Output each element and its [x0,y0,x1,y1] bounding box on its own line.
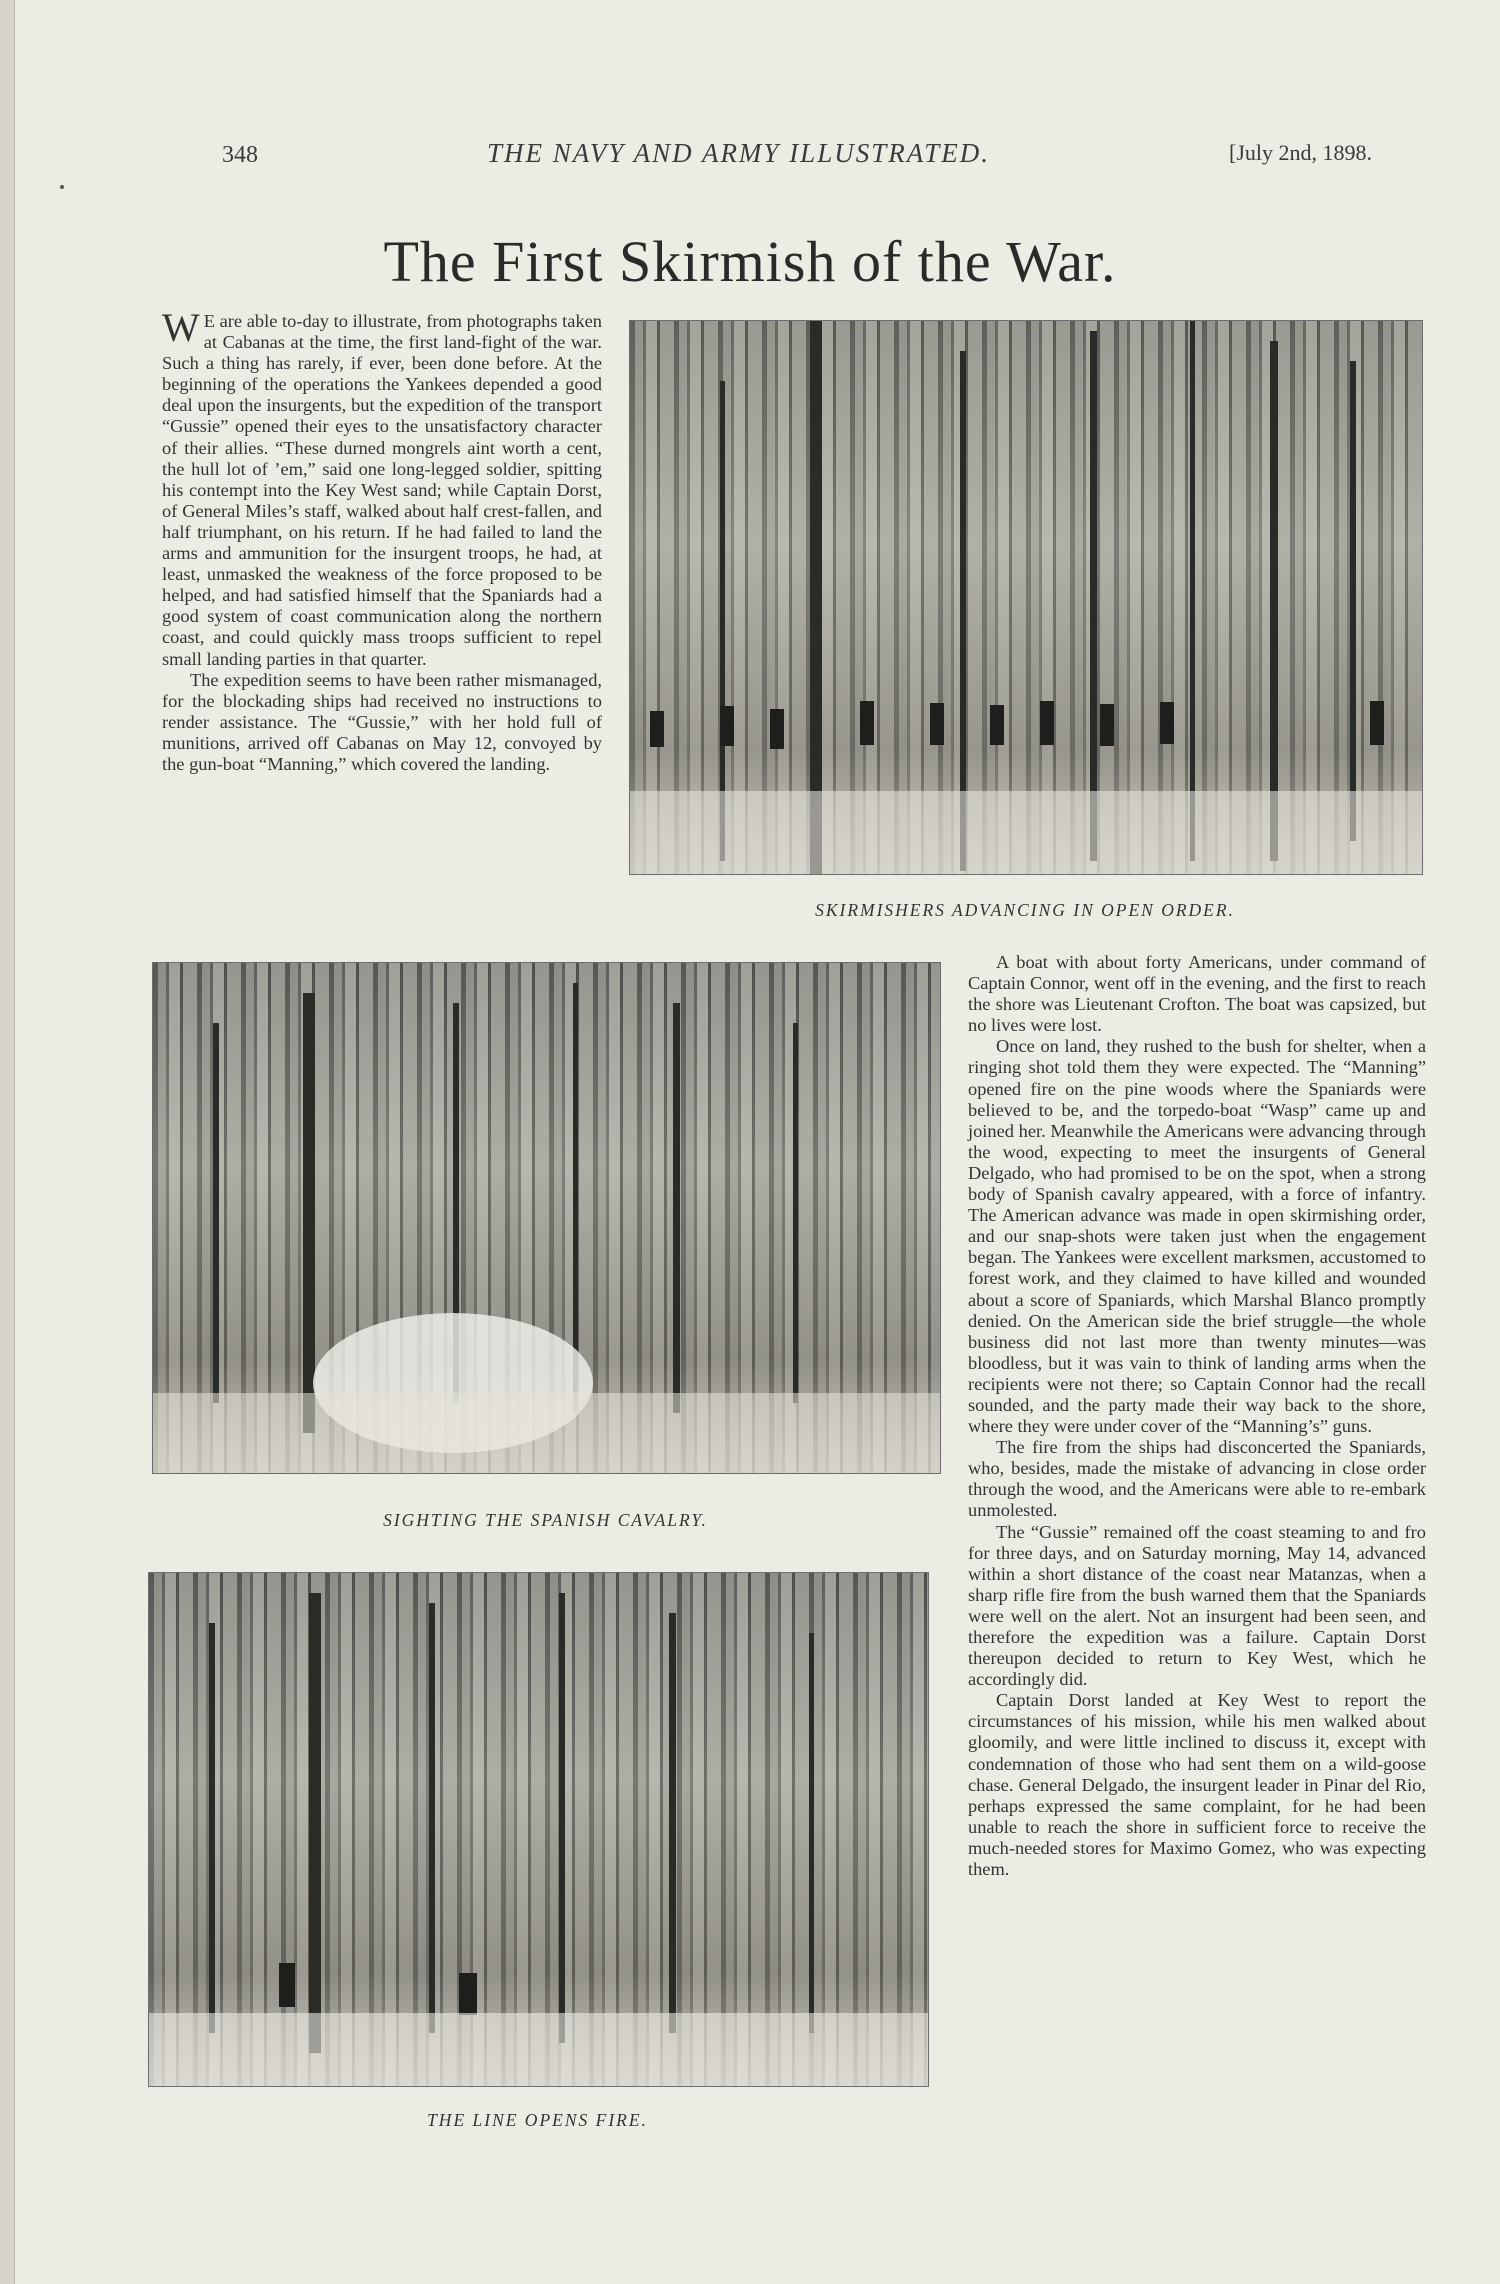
photo-line-opens-fire [148,1572,929,2087]
paragraph [162,305,602,670]
issue-date: [July 2nd, 1898. [1229,140,1372,165]
photo-skirmishers-advancing [629,320,1423,875]
photo-sighting-spanish-cavalry [152,962,941,1474]
article-title: The First Skirmish of the War. [383,229,1117,294]
paragraph: The fire from the ships had disconcerted the Spaniards, who, besides, made the mistake of advancing in close order through the wood, and the Americans were able to re-embark unmolested. [968,1437,1426,1521]
paragraph: The expedition seems to have been rather mismanaged, for the blockading ships had received no instructions to render assistance. The “Gussie,” with her hold full of munitions, arrived off Cabanas on May 12, convoyed by the gun-boat “Manning,” which covered the landing. [162,669,602,774]
page-gutter [0,0,15,2284]
figure-caption: THE LINE OPENS FIRE. [427,2110,648,2130]
paragraph: A boat with about forty Americans, under command of Captain Connor, went off in the evening, and the first to reach the shore was Lieutenant Crofton. The boat was capsized, but no lives were lost. [968,952,1426,1036]
left-text-column [162,305,602,775]
margin-mark [60,185,64,189]
drop-cap: W [162,305,200,350]
paragraph: Once on land, they rushed to the bush for shelter, when a ringing shot told them they were expected. The “Manning” opened fire on the pine woods where the Spaniards were believed to be, and the torpedo-boat “Wasp” came up and joined her. Meanwhile the Americans were advancing through the wood, expecting to meet the insurgents of General Delgado, who had promised to be on the spot, when a strong body of Spanish cavalry appeared, with a force of infantry. The American advance was made in open skirmishing order, and our snap-shots were taken just when the engagement began. The Yankees were excellent marksmen, accustomed to forest work, and they claimed to have killed and wounded about a score of Spaniards, which Marshal Blanco promptly denied. On the American side the brief struggle—the whole business did not last more than twenty minutes—was bloodless, but it was vain to think of landing arms when the recipients were not there; so Captain Connor had the recall sounded, and the party made their way back to the shore, where they were under cover of the “Manning’s” guns. [968,1036,1426,1437]
forest-photo-graphic [153,963,940,1473]
journal-title: THE NAVY AND ARMY ILLUSTRATED. [487,138,990,168]
page-number: 348 [222,142,258,168]
forest-photo-graphic [149,1573,928,2086]
right-text-column [968,952,1426,1880]
running-head [222,134,1372,174]
figure-caption: SIGHTING THE SPANISH CAVALRY. [383,1510,708,1530]
paragraph: Captain Dorst landed at Key West to report the circumstances of his mission, while his men walked about gloomily, and were little inclined to discuss it, except with condemnation of those who had sent them on a wild-goose chase. General Delgado, the insurgent leader in Pinar del Rio, perhaps expressed the same complaint, for he had been unable to reach the shore in sufficient force to receive the much-needed stores for Maximo Gomez, who was expecting them. [968,1690,1426,1880]
paragraph: The “Gussie” remained off the coast steaming to and fro for three days, and on Saturday morning, May 14, advanced within a short distance of the coast near Matanzas, when a sharp rifle fire from the bush warned them that the Spaniards were well on the alert. Not an insurgent had been seen, and therefore the expedition was a failure. Captain Dorst thereupon decided to return to Key West, which he accordingly did. [968,1521,1426,1690]
paragraph-text: E are able to-day to illustrate, from photographs taken at Cabanas at the time, the first land-fight of the war. Such a thing has rarely, if ever, been done before. At the beginning of the operations the Yankees depended a good deal upon the insurgents, but the expedition of the transport “Gussie” opened their eyes to the unsatisfactory character of their allies. “These durned mongrels aint worth a cent, the hull lot of ’em,” said one long-legged soldier, spitting his contempt into the Key West sand; while Captain Dorst, of General Miles’s staff, walked about half crest-fallen, and half triumphant, on his return. If he had failed to land the arms and ammunition for the insurgent troops, he had, at least, unmasked the weakness of the force proposed to be helped, and had satisfied himself that the Spaniards had a good system of coast communication along the northern coast, and could quickly mass troops sufficient to repel small landing parties in that quarter. [162,311,602,669]
figure-caption: SKIRMISHERS ADVANCING IN OPEN ORDER. [815,900,1235,920]
forest-photo-graphic [630,321,1422,874]
